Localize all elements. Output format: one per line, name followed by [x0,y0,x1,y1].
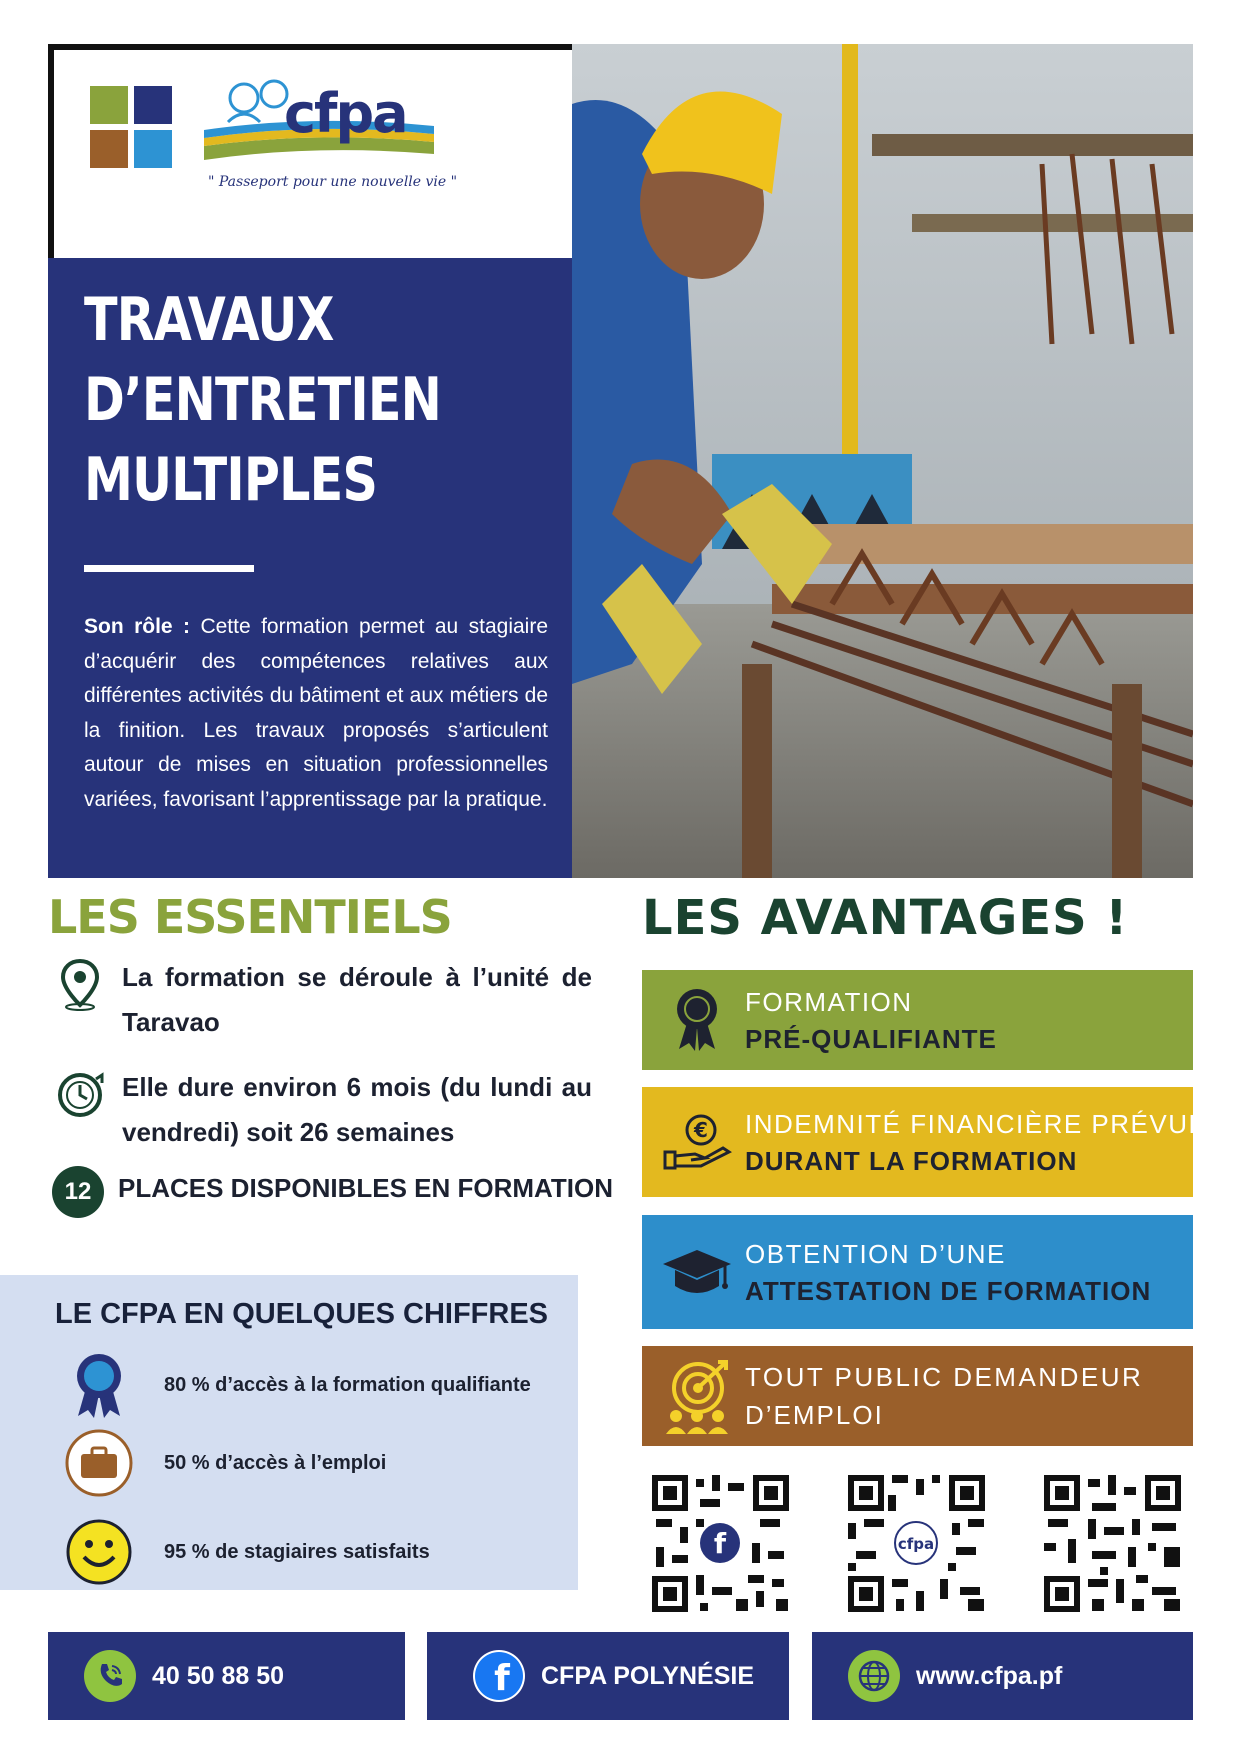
facebook-name: CFPA POLYNÉSIE [541,1661,755,1690]
qr-code-facebook[interactable] [652,1475,789,1612]
phone-number: 40 50 88 50 [152,1661,285,1690]
website-url: www.cfpa.pf [916,1661,1063,1690]
avantage-formation-line1: FORMATION [745,987,913,1017]
role-text: Cette formation permet au stagiaire d’acquérir des compétences relatives aux différentes activités du bâtiment et aux métiers de la finition. Les travaux proposés s’articulent autour de mises en situation professionnelles variées, favorisant l’apprentissage par la pratique. [84,615,548,811]
essentiel-duration-text: Elle dure environ 6 mois (du lundi au vendredi) soit 26 semaines [122,1072,592,1147]
chiffres-title: LE CFPA EN QUELQUES CHIFFRES [55,1298,549,1330]
avantage-formation [642,970,1193,1070]
title-line-1: TRAVAUX [84,285,334,355]
avantage-formation-line2: PRÉ-QUALIFIANTE [745,1024,997,1054]
footer-phone[interactable] [48,1632,405,1720]
clock-icon [52,1065,108,1121]
stat-satisfaits-text: 95 % de stagiaires satisfaits [164,1540,430,1563]
essentiel-places-text: PLACES DISPONIBLES EN FORMATION [118,1173,613,1203]
avantage-public [642,1346,1193,1446]
logo-header [48,44,572,258]
avantage-indemnite [642,1087,1208,1197]
role-description [84,610,548,817]
footer-facebook[interactable] [427,1632,789,1720]
essentiels-title: LES ESSENTIELS [48,890,452,944]
svg-text:f: f [713,1527,727,1560]
stat-satisfaits [64,1517,430,1587]
essentiel-places [52,1166,613,1218]
cfpa-brand-text: cfpa [284,82,407,145]
essentiel-location [52,955,592,1045]
stat-qualifiante [64,1350,531,1420]
qr-code-website[interactable] [1044,1475,1181,1612]
title-line-2: D’ENTRETIEN [84,365,442,435]
svg-text:cfpa: cfpa [897,1535,935,1553]
avantage-indemnite-line2: DURANT LA FORMATION [745,1146,1078,1176]
essentiel-duration [52,1065,592,1155]
svg-text:€: € [694,1118,708,1142]
logo-squares-icon [90,86,174,170]
location-pin-icon [52,955,108,1011]
avantage-public-line1: TOUT PUBLIC DEMANDEUR [745,1362,1144,1392]
avantage-attestation-line2: ATTESTATION DE FORMATION [745,1276,1152,1306]
essentiel-location-text: La formation se déroule à l’unité de Taravao [122,962,592,1037]
footer-website[interactable] [812,1632,1193,1720]
title-line-3: MULTIPLES [84,445,378,515]
smiley-icon [64,1517,134,1587]
role-label: Son rôle : [84,615,191,638]
worker-photo-illustration [572,44,1193,878]
ribbon-icon [64,1350,134,1420]
logo-tagline: " Passeport pour une nouvelle vie " [208,174,458,190]
facebook-icon [473,1650,525,1702]
phone-icon [84,1650,136,1702]
target-people-icon [662,1358,732,1434]
title-divider [84,565,254,572]
stat-qualifiante-text: 80 % d’accès à la formation qualifiante [164,1373,531,1396]
euro-hand-icon [661,1112,733,1172]
places-count-badge: 12 [52,1166,104,1218]
avantage-attestation [642,1215,1193,1329]
avantage-public-line2: D’EMPLOI [745,1400,884,1430]
page-title [84,280,519,520]
svg-text:f: f [494,1658,510,1699]
avantage-indemnite-line1: INDEMNITÉ FINANCIÈRE PRÉVUE [745,1109,1208,1139]
globe-icon [848,1650,900,1702]
cfpa-logo [204,76,458,196]
medal-icon [673,987,721,1053]
worker-photo [572,44,1193,878]
qr-code-cfpa[interactable] [848,1475,985,1612]
stat-emploi [64,1428,386,1498]
graduation-cap-icon [659,1244,735,1300]
avantages-title: LES AVANTAGES ! [642,890,1129,946]
briefcase-icon [64,1428,134,1498]
stat-emploi-text: 50 % d’accès à l’emploi [164,1451,387,1474]
avantage-attestation-line1: OBTENTION D’UNE [745,1239,1006,1269]
